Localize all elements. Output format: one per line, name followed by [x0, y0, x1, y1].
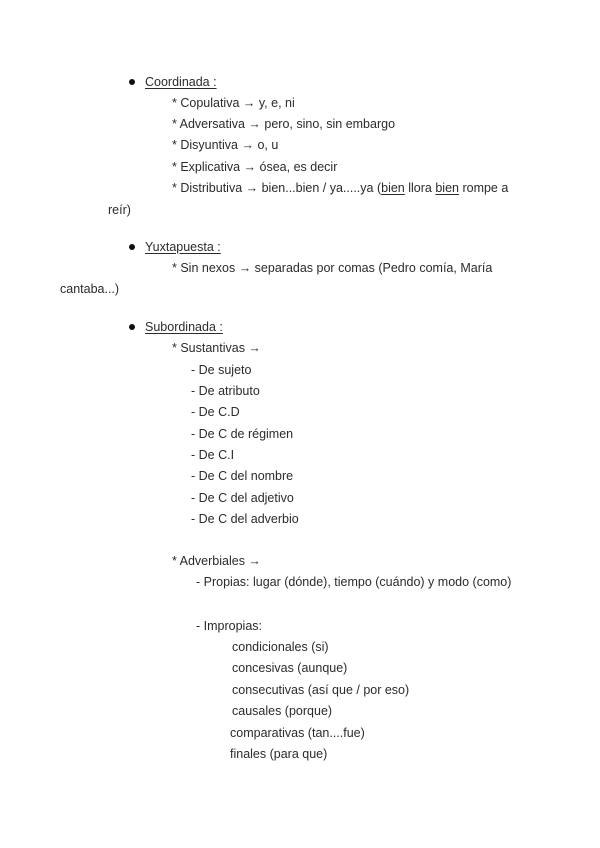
impropia-item: consecutivas (así que / por eso)	[232, 683, 410, 697]
sustantiva-item: - De C del adverbio	[191, 512, 299, 526]
sustantiva-item: - De atributo	[191, 384, 260, 398]
sustantiva-item: - De sujeto	[191, 363, 252, 377]
coordinada-disyuntiva: * Disyuntiva → o, u	[172, 138, 279, 152]
impropia-item: finales (para que)	[230, 747, 328, 761]
sustantiva-item: - De C del nombre	[191, 469, 294, 483]
yuxtapuesta-line-2: cantaba...)	[60, 282, 120, 296]
sustantiva-item: - De C.I	[191, 448, 235, 462]
impropia-item: comparativas (tan....fue)	[230, 726, 365, 740]
heading-yuxtapuesta: Yuxtapuesta :	[145, 240, 221, 254]
coordinada-distributiva-continuation: reír)	[108, 203, 131, 217]
adverbiales-impropias-label: - Impropias:	[196, 619, 262, 633]
coordinada-copulativa: * Copulativa → y, e, ni	[172, 96, 295, 110]
sustantiva-item: - De C.D	[191, 405, 240, 419]
adverbiales-propias: - Propias: lugar (dónde), tiempo (cuándo) y modo (como)	[196, 575, 512, 589]
coordinada-explicativa: * Explicativa → ósea, es decir	[172, 160, 338, 174]
bullet-coordinada	[129, 79, 135, 85]
impropia-item: condicionales (si)	[232, 640, 329, 654]
distributiva-suffix: rompe a	[458, 181, 509, 195]
distributiva-middle: llora	[404, 181, 436, 195]
distributiva-word-bien-2: bien	[435, 181, 459, 195]
coordinada-distributiva	[172, 180, 508, 196]
sustantivas-label: * Sustantivas →	[172, 341, 261, 355]
coordinada-adversativa: * Adversativa → pero, sino, sin embargo	[172, 117, 396, 131]
heading-coordinada: Coordinada :	[145, 75, 217, 89]
heading-subordinada: Subordinada :	[145, 320, 223, 334]
distributiva-prefix: * Distributiva → bien...bien / ya.....ya (	[172, 181, 382, 195]
sustantiva-item: - De C de régimen	[191, 427, 294, 441]
yuxtapuesta-line-1: * Sin nexos → separadas por comas (Pedro comía, María	[172, 261, 493, 275]
impropia-item: concesivas (aunque)	[232, 661, 348, 675]
bullet-subordinada	[129, 324, 135, 330]
adverbiales-label: * Adverbiales →	[172, 554, 261, 568]
sustantiva-item: - De C del adjetivo	[191, 491, 294, 505]
bullet-yuxtapuesta	[129, 244, 135, 250]
distributiva-word-bien-1: bien	[381, 181, 405, 195]
impropia-item: causales (porque)	[232, 704, 333, 718]
